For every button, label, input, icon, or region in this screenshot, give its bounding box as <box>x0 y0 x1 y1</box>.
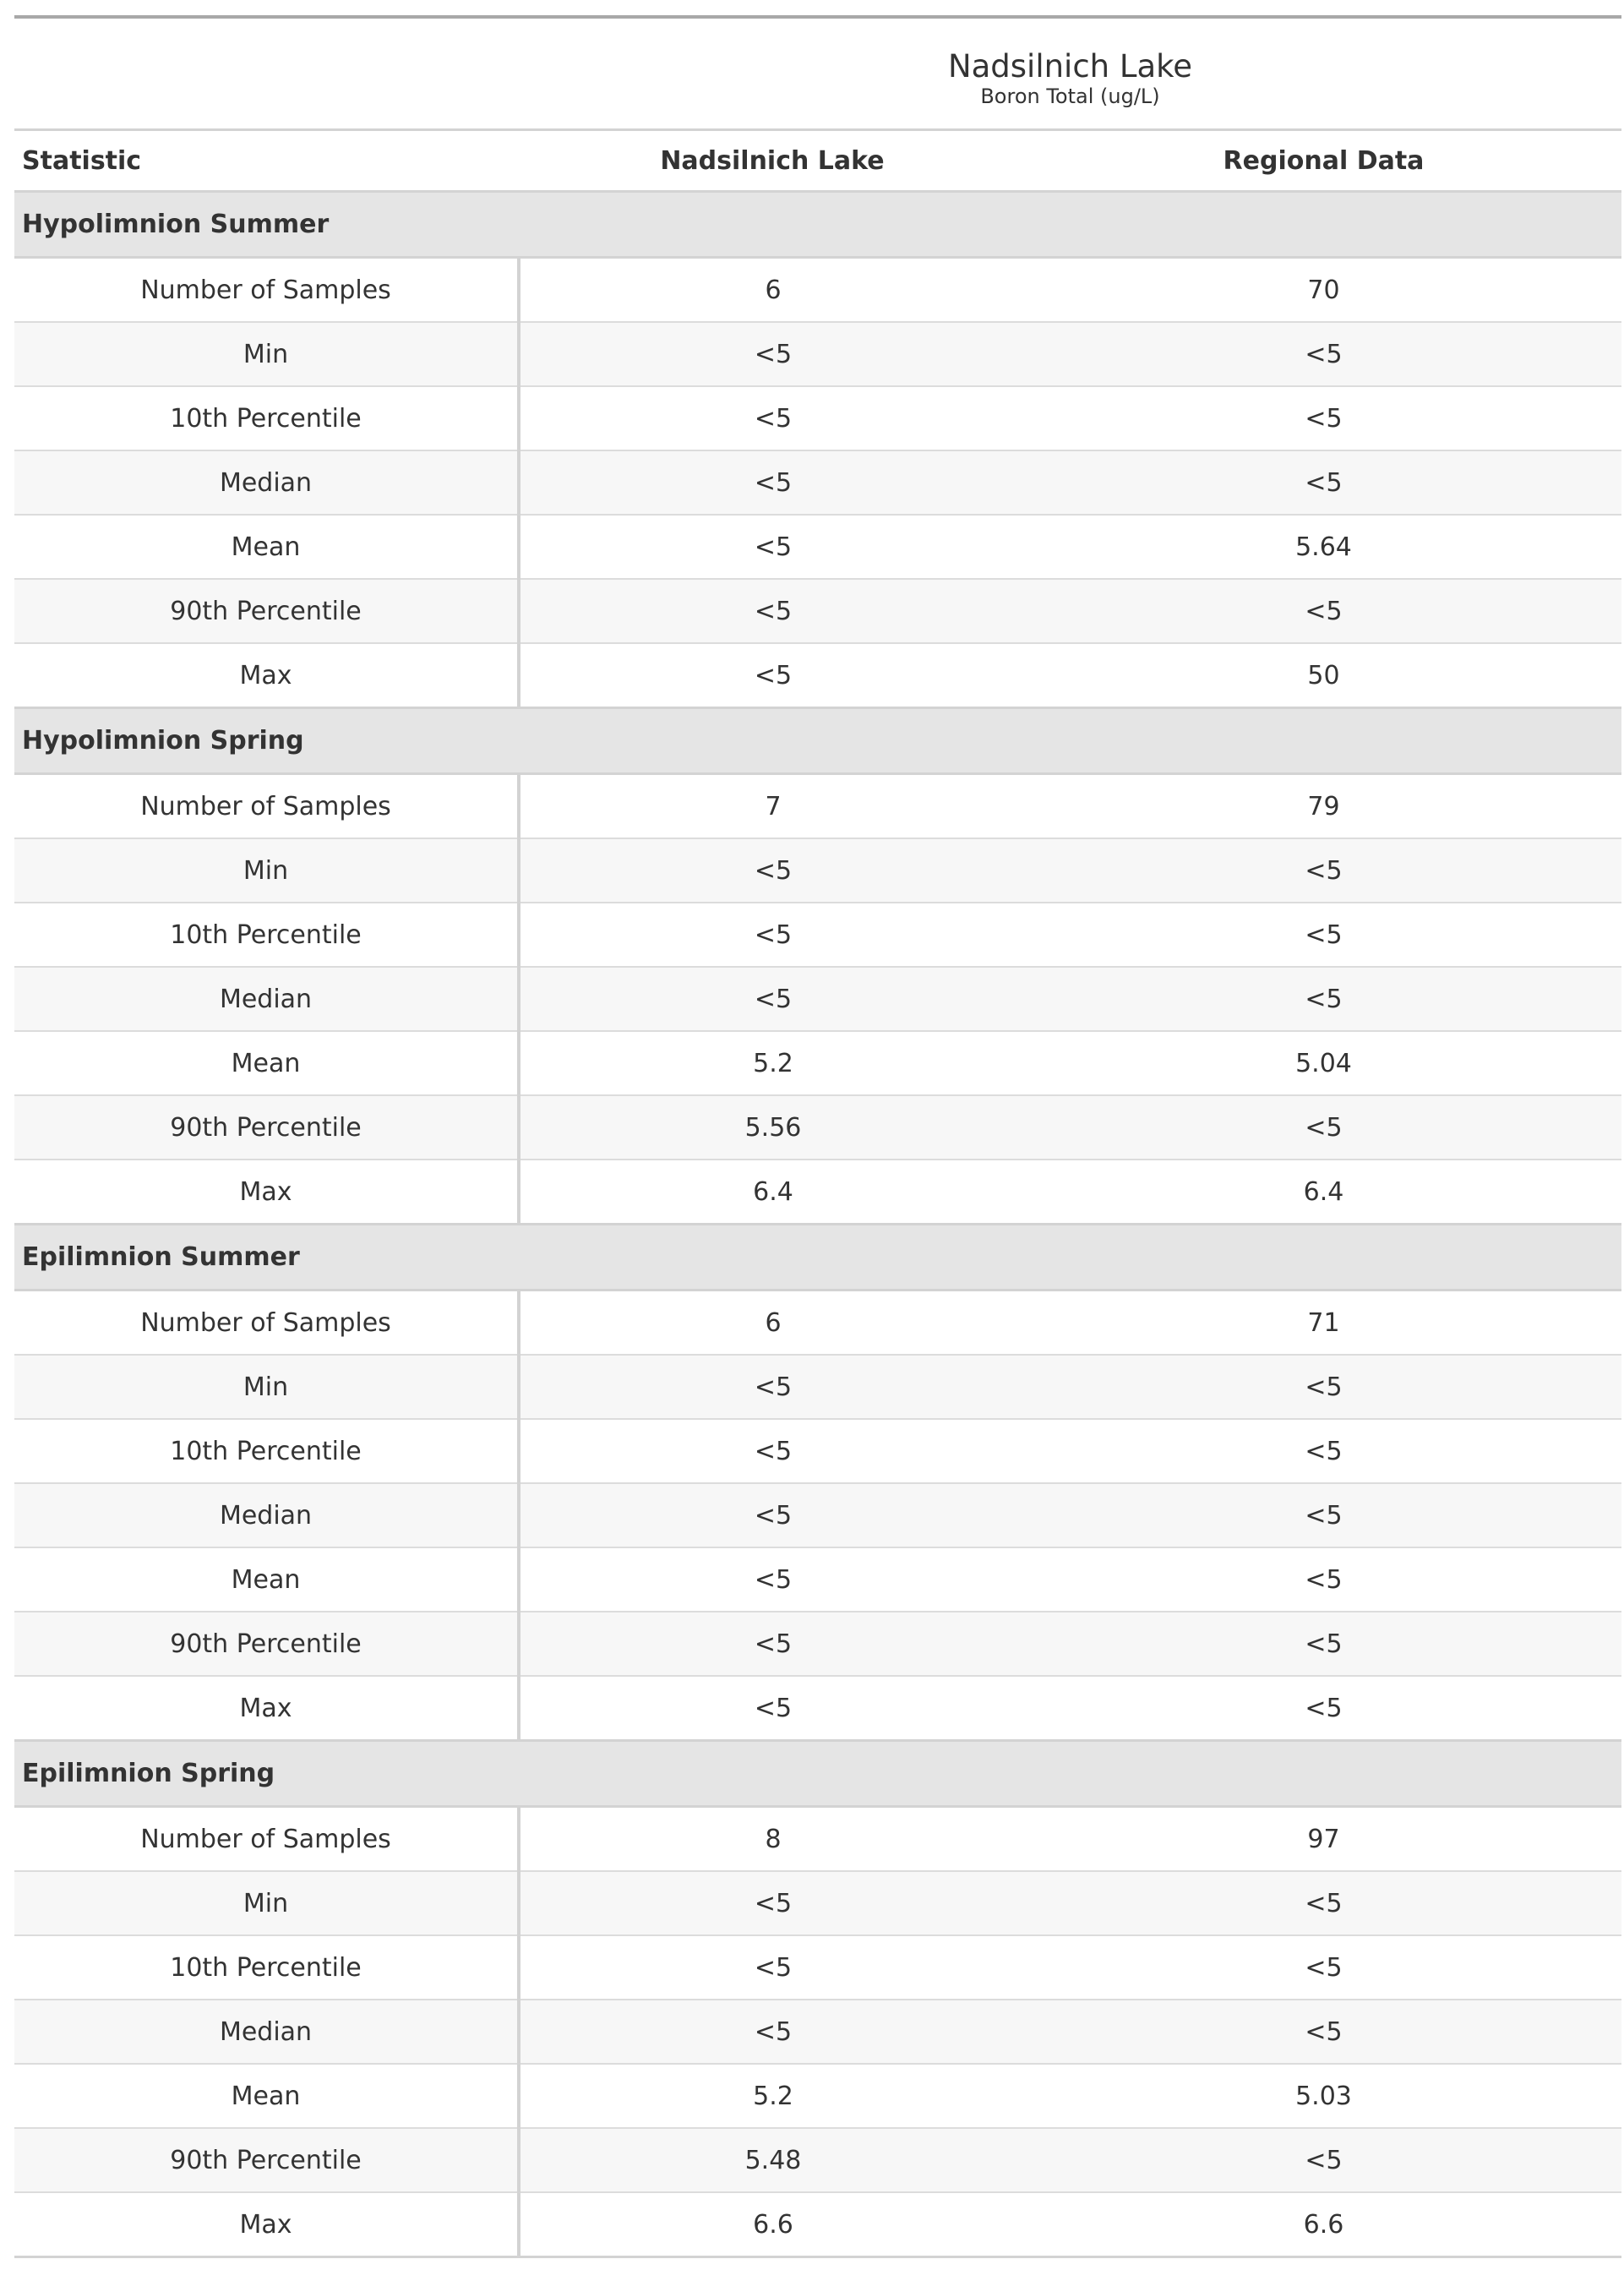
cell-regional-value: <5 <box>1026 1612 1621 1676</box>
table-row <box>14 450 1621 515</box>
table-row <box>14 2192 1621 2257</box>
table-row <box>14 1676 1621 1741</box>
table-row <box>14 903 1621 967</box>
table-row <box>14 1483 1621 1547</box>
group-header-row <box>14 708 1621 774</box>
cell-regional-value: <5 <box>1026 1547 1621 1612</box>
table-container <box>14 15 1621 2258</box>
cell-lake-value: <5 <box>519 1419 1026 1483</box>
row-statistic-label: Mean <box>14 1031 519 1095</box>
table-row <box>14 2064 1621 2128</box>
table-title: Nadsilnich Lake <box>519 17 1621 85</box>
table-row <box>14 774 1621 839</box>
row-statistic-label: Mean <box>14 1547 519 1612</box>
row-statistic-label: Median <box>14 2000 519 2064</box>
row-statistic-label: Min <box>14 838 519 903</box>
table-row <box>14 643 1621 708</box>
table-row <box>14 2128 1621 2192</box>
group-label: Hypolimnion Spring <box>14 708 1621 774</box>
cell-lake-value: 5.2 <box>519 1031 1026 1095</box>
cell-regional-value: 5.64 <box>1026 515 1621 579</box>
cell-lake-value: <5 <box>519 386 1026 450</box>
group-header-row <box>14 1225 1621 1291</box>
cell-lake-value: <5 <box>519 2000 1026 2064</box>
statistics-table <box>14 15 1621 2258</box>
table-row <box>14 386 1621 450</box>
cell-lake-value: <5 <box>519 579 1026 643</box>
table-row <box>14 1160 1621 1225</box>
cell-regional-value: <5 <box>1026 838 1621 903</box>
cell-lake-value: <5 <box>519 1355 1026 1419</box>
row-statistic-label: 90th Percentile <box>14 1095 519 1160</box>
row-statistic-label: Max <box>14 1160 519 1225</box>
row-statistic-label: Max <box>14 643 519 708</box>
cell-regional-value: <5 <box>1026 2128 1621 2192</box>
cell-regional-value: 5.03 <box>1026 2064 1621 2128</box>
cell-regional-value: <5 <box>1026 903 1621 967</box>
group-label: Epilimnion Summer <box>14 1225 1621 1291</box>
table-row <box>14 1095 1621 1160</box>
cell-lake-value: <5 <box>519 1547 1026 1612</box>
cell-regional-value: <5 <box>1026 1419 1621 1483</box>
cell-lake-value: <5 <box>519 322 1026 386</box>
column-header-regional: Regional Data <box>1026 130 1621 192</box>
column-header-lake: Nadsilnich Lake <box>519 130 1026 192</box>
table-subtitle-row <box>14 85 1621 130</box>
table-row <box>14 258 1621 323</box>
cell-regional-value: <5 <box>1026 579 1621 643</box>
cell-lake-value: 6 <box>519 1291 1026 1356</box>
row-statistic-label: Max <box>14 1676 519 1741</box>
row-statistic-label: 10th Percentile <box>14 1935 519 2000</box>
cell-regional-value: 6.6 <box>1026 2192 1621 2257</box>
row-statistic-label: 90th Percentile <box>14 2128 519 2192</box>
row-statistic-label: Mean <box>14 515 519 579</box>
table-row <box>14 322 1621 386</box>
cell-regional-value: <5 <box>1026 1355 1621 1419</box>
cell-lake-value: <5 <box>519 1676 1026 1741</box>
cell-regional-value: <5 <box>1026 2000 1621 2064</box>
cell-regional-value: <5 <box>1026 1935 1621 2000</box>
row-statistic-label: Number of Samples <box>14 1807 519 1872</box>
cell-regional-value: 79 <box>1026 774 1621 839</box>
table-subtitle: Boron Total (ug/L) <box>519 85 1621 130</box>
table-row <box>14 2000 1621 2064</box>
group-label: Epilimnion Spring <box>14 1741 1621 1807</box>
row-statistic-label: Number of Samples <box>14 258 519 323</box>
table-row <box>14 838 1621 903</box>
cell-lake-value: 6.4 <box>519 1160 1026 1225</box>
table-title-row <box>14 17 1621 85</box>
cell-lake-value: 6.6 <box>519 2192 1026 2257</box>
table-row <box>14 1031 1621 1095</box>
row-statistic-label: 90th Percentile <box>14 579 519 643</box>
cell-regional-value: 6.4 <box>1026 1160 1621 1225</box>
row-statistic-label: Median <box>14 1483 519 1547</box>
cell-lake-value: <5 <box>519 1871 1026 1935</box>
table-row <box>14 1547 1621 1612</box>
table-row <box>14 967 1621 1031</box>
table-row <box>14 1419 1621 1483</box>
cell-lake-value: <5 <box>519 967 1026 1031</box>
cell-regional-value: <5 <box>1026 1871 1621 1935</box>
cell-regional-value: <5 <box>1026 967 1621 1031</box>
cell-lake-value: <5 <box>519 643 1026 708</box>
cell-regional-value: 97 <box>1026 1807 1621 1872</box>
table-row <box>14 1291 1621 1356</box>
cell-regional-value: <5 <box>1026 322 1621 386</box>
cell-lake-value: 5.48 <box>519 2128 1026 2192</box>
cell-lake-value: <5 <box>519 450 1026 515</box>
cell-regional-value: 50 <box>1026 643 1621 708</box>
table-row <box>14 1612 1621 1676</box>
cell-regional-value: <5 <box>1026 1676 1621 1741</box>
group-header-row <box>14 192 1621 258</box>
row-statistic-label: Median <box>14 967 519 1031</box>
row-statistic-label: Median <box>14 450 519 515</box>
cell-lake-value: 5.56 <box>519 1095 1026 1160</box>
table-row <box>14 1871 1621 1935</box>
table-row <box>14 1807 1621 1872</box>
column-header-row <box>14 130 1621 192</box>
table-row <box>14 515 1621 579</box>
cell-regional-value: <5 <box>1026 1095 1621 1160</box>
row-statistic-label: Min <box>14 1355 519 1419</box>
cell-regional-value: <5 <box>1026 450 1621 515</box>
row-statistic-label: 10th Percentile <box>14 386 519 450</box>
cell-lake-value: 7 <box>519 774 1026 839</box>
table-row <box>14 579 1621 643</box>
row-statistic-label: Min <box>14 1871 519 1935</box>
cell-lake-value: <5 <box>519 1935 1026 2000</box>
cell-regional-value: 5.04 <box>1026 1031 1621 1095</box>
table-body <box>14 192 1621 2257</box>
group-label: Hypolimnion Summer <box>14 192 1621 258</box>
cell-lake-value: 6 <box>519 258 1026 323</box>
cell-regional-value: 70 <box>1026 258 1621 323</box>
group-header-row <box>14 1741 1621 1807</box>
cell-lake-value: <5 <box>519 838 1026 903</box>
row-statistic-label: 10th Percentile <box>14 1419 519 1483</box>
table-row <box>14 1935 1621 2000</box>
row-statistic-label: 10th Percentile <box>14 903 519 967</box>
row-statistic-label: 90th Percentile <box>14 1612 519 1676</box>
cell-lake-value: <5 <box>519 1612 1026 1676</box>
table-row <box>14 1355 1621 1419</box>
column-header-statistic: Statistic <box>14 130 519 192</box>
cell-lake-value: <5 <box>519 1483 1026 1547</box>
cell-regional-value: <5 <box>1026 1483 1621 1547</box>
row-statistic-label: Number of Samples <box>14 1291 519 1356</box>
cell-lake-value: 8 <box>519 1807 1026 1872</box>
row-statistic-label: Mean <box>14 2064 519 2128</box>
cell-regional-value: <5 <box>1026 386 1621 450</box>
row-statistic-label: Min <box>14 322 519 386</box>
row-statistic-label: Max <box>14 2192 519 2257</box>
cell-lake-value: 5.2 <box>519 2064 1026 2128</box>
row-statistic-label: Number of Samples <box>14 774 519 839</box>
cell-lake-value: <5 <box>519 515 1026 579</box>
cell-regional-value: 71 <box>1026 1291 1621 1356</box>
cell-lake-value: <5 <box>519 903 1026 967</box>
